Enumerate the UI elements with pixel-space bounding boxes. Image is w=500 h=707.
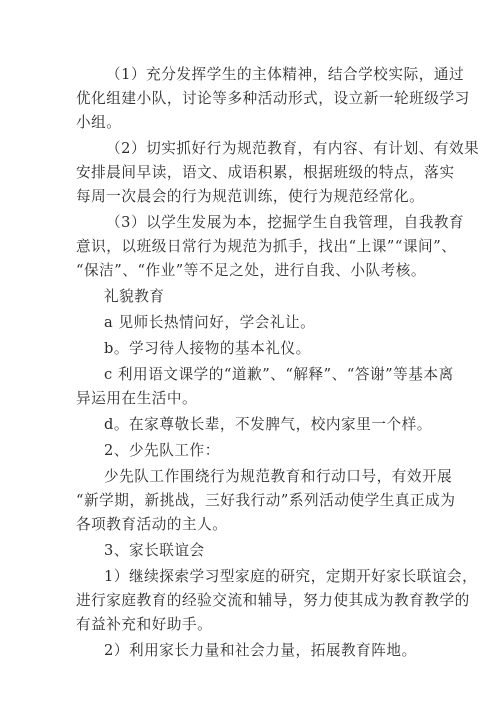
- text-line: 3、家长联谊会: [104, 542, 205, 559]
- text-line: c 利用语文课学的“道歉”、“解释”、“答谢”等基本离: [104, 366, 454, 383]
- text-line: 1）继续探索学习型家庭的研究，定期开好家长联谊会，: [104, 568, 478, 585]
- text-line: 意识，以班级日常行为规范为抓手，找出“上课”“课间”、: [76, 238, 457, 255]
- text-line: （3）以学生发展为本，挖掘学生自我管理，自我教育: [106, 214, 465, 231]
- text-line: 安排晨间早读，语文、成语积累，根据班级的特点，落实: [76, 164, 455, 181]
- text-line: 有益补充和好助手。: [76, 616, 213, 633]
- text-line: d。在家尊敬长辈，不发脾气，校内家里一个样。: [104, 416, 432, 433]
- text-line: 每周一次晨会的行为规范训练，使行为规范经常化。: [76, 188, 425, 205]
- text-line: （2）切实抓好行为规范教育，有内容、有计划、有效果: [106, 140, 480, 157]
- text-line: 小组。: [76, 114, 122, 131]
- text-line: “保洁”、“作业”等不足之处，进行自我、小队考核。: [76, 262, 427, 279]
- text-line: “新学期，新挑战，三好我行动”系列活动使学生真正成为: [76, 492, 456, 509]
- text-line: 异运用在生活中。: [76, 390, 198, 407]
- text-line: 优化组建小队，讨论等多种活动形式，设立新一轮班级学习: [76, 90, 470, 107]
- text-line: 礼貌教育: [104, 288, 165, 305]
- text-line: 各项教育活动的主人。: [76, 516, 228, 533]
- text-line: 2、少先队工作：: [104, 442, 220, 459]
- text-line: 少先队工作围绕行为规范教育和行动口号，有效开展: [104, 468, 453, 485]
- text-line: a 见师长热情问好，学会礼让。: [104, 314, 316, 331]
- text-line: b。学习待人接物的基本礼仪。: [104, 340, 311, 357]
- text-line: （1）充分发挥学生的主体精神，结合学校实际，通过: [106, 66, 465, 83]
- text-line: 进行家庭教育的经验交流和辅导，努力使其成为教育教学的: [76, 592, 470, 609]
- text-line: 2）利用家长力量和社会力量，拓展教育阵地。: [104, 642, 417, 659]
